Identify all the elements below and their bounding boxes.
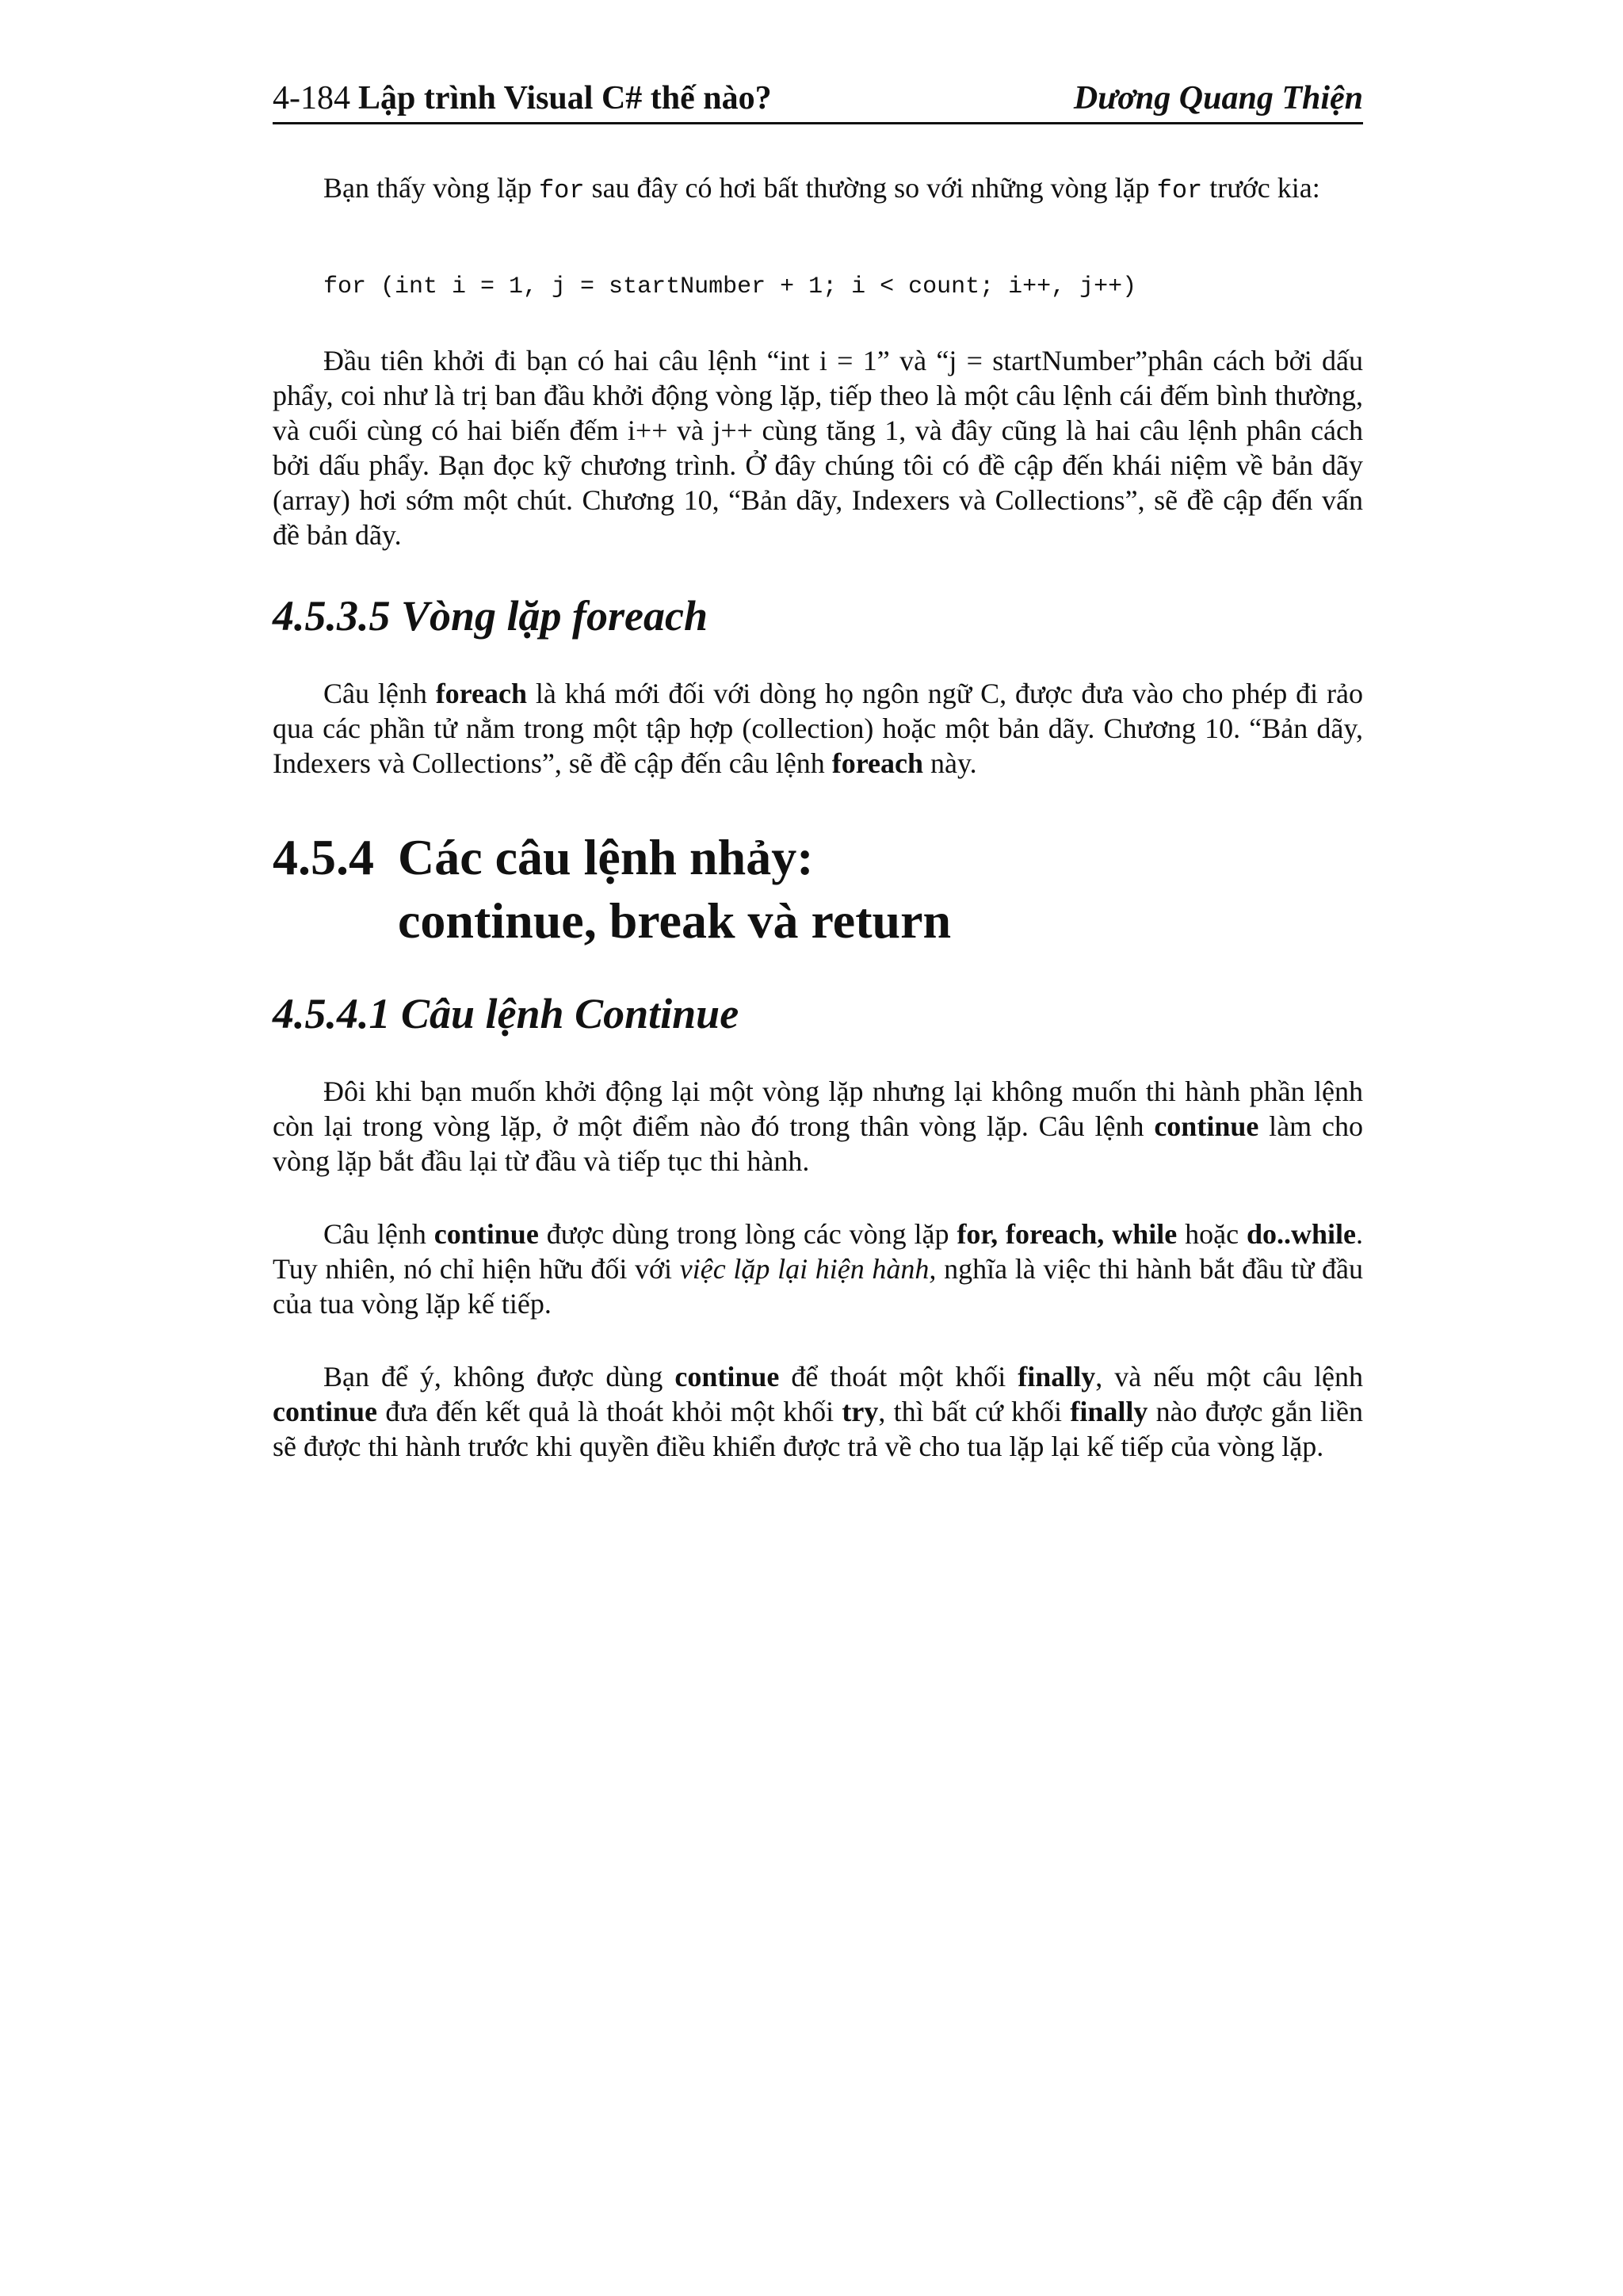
intro-text-a: Bạn thấy vòng lặp	[323, 172, 539, 204]
author-name: Dương Quang Thiện	[1073, 80, 1363, 117]
continue-p2-text-b: được dùng trong lòng các vòng lặp	[538, 1218, 957, 1250]
continue-p3-text-c: , và nếu một câu lệnh	[1095, 1361, 1363, 1392]
intro-paragraph	[273, 170, 1363, 208]
continue-p3-bold-3: continue	[273, 1396, 378, 1427]
continue-p1-text-a: Đôi khi bạn muốn khởi động lại một vòng lặp nhưng lại không muốn thi hành phần lệnh còn lại trong vòng lặp, ở một điểm nào đó trong thân vòng lặp. Câu lệnh	[273, 1075, 1363, 1142]
heading-454-number: 4.5.4	[273, 829, 374, 885]
foreach-text-a: Câu lệnh	[323, 678, 436, 709]
book-title: Lập trình Visual C# thế nào?	[358, 80, 772, 117]
continue-p2-text-c: hoặc	[1177, 1218, 1247, 1250]
continue-p2-bold-3: do..while	[1246, 1218, 1356, 1250]
continue-p2-text-a: Câu lệnh	[323, 1218, 434, 1250]
continue-p3-text-f: nào được gắn liền sẽ được thi hành trước khi quyền điều khiển được trả về cho tua lặp lại kế tiếp của vòng lặp.	[273, 1396, 1363, 1462]
continue-p3-text-b: để thoát một khối	[779, 1361, 1018, 1392]
heading-4541: 4.5.4.1 Câu lệnh Continue	[273, 990, 739, 1037]
running-header	[273, 74, 1363, 124]
continue-paragraph-2	[273, 1217, 1363, 1321]
continue-p2-text-d: . Tuy nhiên, nó chỉ hiện hữu đối với	[273, 1218, 1363, 1285]
continue-paragraph-3	[273, 1359, 1363, 1464]
continue-p2-italic: việc lặp lại hiện hành,	[679, 1253, 937, 1285]
heading-454-line1: Các câu lệnh nhảy:	[398, 829, 814, 885]
continue-p2-bold-2: for, foreach, while	[957, 1218, 1178, 1250]
intro-code-for-2: for	[1156, 176, 1203, 205]
continue-p3-bold-5: finally	[1070, 1396, 1148, 1427]
continue-p2-bold-1: continue	[433, 1218, 539, 1250]
continue-p3-bold-2: finally	[1018, 1361, 1096, 1392]
foreach-text-c: này.	[923, 747, 977, 779]
intro-text-c: trước kia:	[1202, 172, 1320, 204]
explain-paragraph	[273, 343, 1363, 552]
continue-p3-text-a: Bạn để ý, không được dùng	[323, 1361, 675, 1392]
continue-p1-bold: continue	[1154, 1110, 1259, 1142]
continue-p3-text-e: , thì bất cứ khối	[878, 1396, 1071, 1427]
foreach-paragraph	[273, 676, 1363, 781]
heading-4535: 4.5.3.5 Vòng lặp foreach	[273, 592, 708, 640]
foreach-text-b: là khá mới đối với dòng họ ngôn ngữ C, được đưa vào cho phép đi rảo qua các phần tử nằm trong một tập hợp (collection) hoặc một bản dãy. Chương 10. “Bản dãy, Indexers và Collections”, sẽ đề cập đến câu lệnh	[273, 678, 1363, 779]
heading-454	[273, 826, 951, 953]
foreach-bold-2: foreach	[831, 747, 924, 779]
header-left	[273, 79, 772, 117]
page-number: 4-184	[273, 80, 350, 117]
continue-p2-text-e: nghĩa là việc thi hành bắt đầu từ đầu của tua vòng lặp kế tiếp.	[273, 1253, 1363, 1320]
continue-paragraph-1	[273, 1074, 1363, 1179]
foreach-bold-1: foreach	[435, 678, 527, 709]
intro-text-b: sau đây có hơi bất thường so với những vòng lặp	[584, 172, 1157, 204]
continue-p3-bold-4: try	[842, 1396, 879, 1427]
heading-454-line2: continue, break và return	[398, 892, 952, 949]
explain-text: Đầu tiên khởi đi bạn có hai câu lệnh “int i = 1” và “j = startNumber”phân cách bởi dấu phẩy, coi như là trị ban đầu khởi động vòng lặp, tiếp theo là một câu lệnh cái đếm bình thường, và cuối cùng có hai biến đếm i++ và j++ cùng tăng 1, và đây cũng là hai câu lệnh phân cách bởi dấu phẩy. Bạn đọc kỹ chương trình. Ở đây chúng tôi có đề cập đến khái niệm về bản dãy (array) hơi sớm một chút. Chương 10, “Bản dãy, Indexers và Collections”, sẽ đề cập đến vấn đề bản dãy.	[273, 345, 1363, 551]
intro-code-for-1: for	[538, 176, 585, 205]
continue-p3-text-d: đưa đến kết quả là thoát khỏi một khối	[377, 1396, 842, 1427]
code-sample: for (int i = 1, j = startNumber + 1; i < count; i++, j++)	[323, 273, 1137, 300]
continue-p3-bold-1: continue	[674, 1361, 780, 1392]
continue-p1-text-b: làm cho vòng lặp bắt đầu lại từ đầu và tiếp tục thi hành.	[273, 1110, 1363, 1177]
